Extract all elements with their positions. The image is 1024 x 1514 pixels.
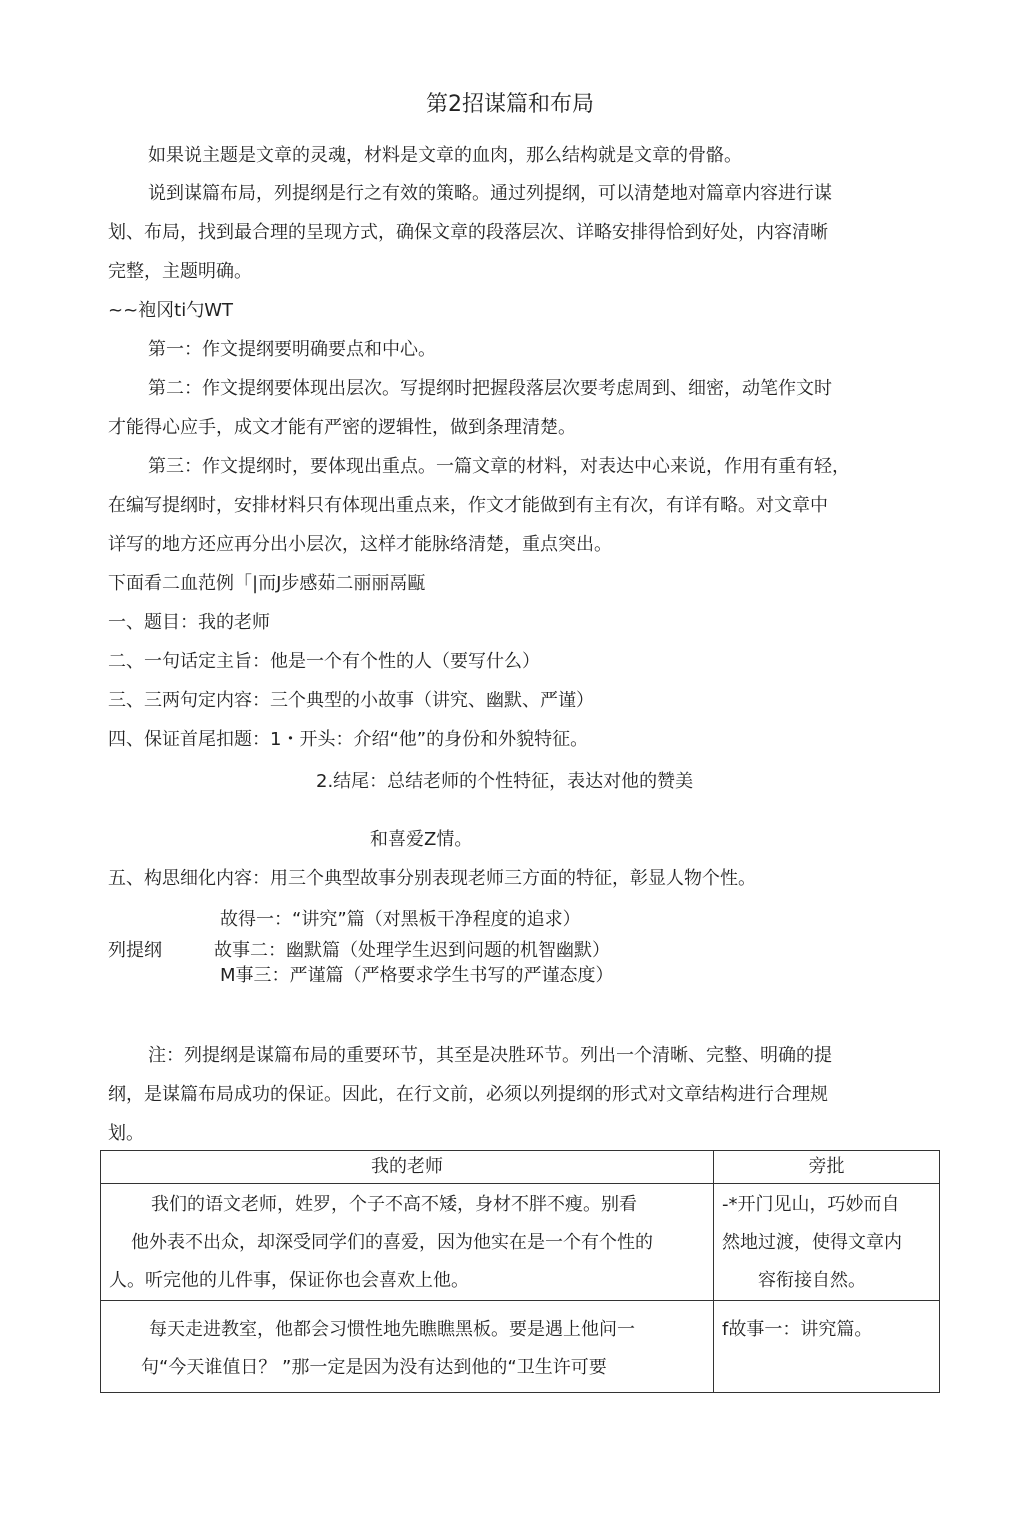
point-1: 第一：作文提纲要明确要点和中心。	[148, 339, 436, 360]
annotation-1-line-3: 容衔接自然。	[758, 1270, 866, 1291]
outline-item-4-ending: 2.结尾：总结老师的个性特征，表达对他的赞美	[316, 771, 694, 792]
outline-label: 列提纲	[108, 940, 162, 961]
intro-paragraph-2-line-2: 划、布局，找到最合理的呈现方式，确保文章的段落层次、详略安排得恰到好处，内容清晰	[108, 222, 828, 243]
essay-paragraph-2-line-2: 句“今天谁值日？ ”那一定是因为没有达到他的“卫生许可要	[141, 1357, 607, 1378]
note-line-2: 纲，是谋篇布局成功的保证。因此，在行文前，必须以列提纲的形式对文章结构进行合理规	[108, 1084, 828, 1105]
story-1: 故得一：“讲究”篇（对黑板干净程度的追求）	[220, 909, 581, 930]
annotation-2-line-1: f故事一：讲究篇。	[722, 1319, 873, 1340]
story-2: 故事二：幽默篇（处理学生迟到问题的机智幽默）	[214, 940, 610, 961]
essay-paragraph-cell	[101, 1184, 714, 1301]
essay-column-header: 我的老师	[101, 1151, 714, 1184]
outline-item-4: 四、保证首尾扣题：1・开头：介绍“他”的身份和外貌特征。	[108, 729, 589, 750]
essay-paragraph-1-line-1: 我们的语文老师，姓罗，个子不高不矮，身材不胖不瘦。别看	[151, 1194, 637, 1215]
essay-paragraph-1-line-3: 人。听完他的儿件事，保证你也会喜欢上他。	[109, 1270, 469, 1291]
essay-paragraph-1-line-2: 他外表不出众，却深受同学们的喜爱，因为他实在是一个有个性的	[131, 1232, 653, 1253]
point-3-line-1: 第三：作文提纲时，要体现出重点。一篇文章的材料，对表达中心来说，作用有重有轻，	[148, 456, 850, 477]
intro-paragraph-2-line-1: 说到谋篇布局，列提纲是行之有效的策略。通过列提纲，可以清楚地对篇章内容进行谋	[148, 183, 832, 204]
point-3-line-3: 详写的地方还应再分出小层次，这样才能脉络清楚，重点突出。	[108, 534, 612, 555]
essay-paragraph-cell	[101, 1301, 714, 1393]
outline-item-1: 一、题目：我的老师	[108, 612, 270, 633]
note-line-3: 划。	[108, 1123, 144, 1144]
example-essay-table	[100, 1150, 940, 1393]
story-3: M事三：严谨篇（严格要求学生书写的严谨态度）	[220, 965, 614, 986]
point-3-line-2: 在编写提纲时，安排材料只有体现出重点来，作文才能做到有主有次，有详有略。对文章中	[108, 495, 828, 516]
annotation-cell	[714, 1301, 940, 1393]
annotation-column-header: 旁批	[714, 1151, 940, 1184]
annotation-1-line-1: -*开门见山，巧妙而自	[722, 1194, 900, 1215]
outline-item-3: 三、三两句定内容：三个典型的小故事（讲究、幽默、严谨）	[108, 690, 594, 711]
intro-paragraph-2-line-3: 完整，主题明确。	[108, 261, 252, 282]
intro-paragraph-1: 如果说主题是文章的灵魂，材料是文章的血肉，那么结构就是文章的骨骼。	[148, 145, 742, 166]
table-row	[101, 1184, 940, 1301]
point-2-line-2: 才能得心应手，成文才能有严密的逻辑性，做到条理清楚。	[108, 417, 576, 438]
outline-item-5: 五、构思细化内容：用三个典型故事分别表现老师三方面的特征，彰显人物个性。	[108, 868, 756, 889]
page-title: 第2招谋篇和布局	[426, 92, 594, 117]
point-2-line-1: 第二：作文提纲要体现出层次。写提纲时把握段落层次要考虑周到、细密，动笔作文时	[148, 378, 832, 399]
note-line-1: 注：列提纲是谋篇布局的重要环节，其至是决胜环节。列出一个清晰、完整、明确的提	[148, 1045, 832, 1066]
example-intro: 下面看二血范例「|而J步感茹二丽丽鬲甌	[108, 573, 426, 594]
section-heading-garbled: ~~袍冈ti勺WT	[108, 300, 234, 321]
outline-item-4-ending-cont: 和喜爱Z情。	[370, 829, 473, 850]
annotation-1-line-2: 然地过渡，使得文章内	[722, 1232, 902, 1253]
table-row	[101, 1301, 940, 1393]
table-header-row	[101, 1151, 940, 1184]
essay-paragraph-2-line-1: 每天走进教室，他都会习惯性地先瞧瞧黑板。要是遇上他问一	[149, 1319, 635, 1340]
outline-item-2: 二、一句话定主旨：他是一个有个性的人（要写什么）	[108, 651, 540, 672]
annotation-cell	[714, 1184, 940, 1301]
